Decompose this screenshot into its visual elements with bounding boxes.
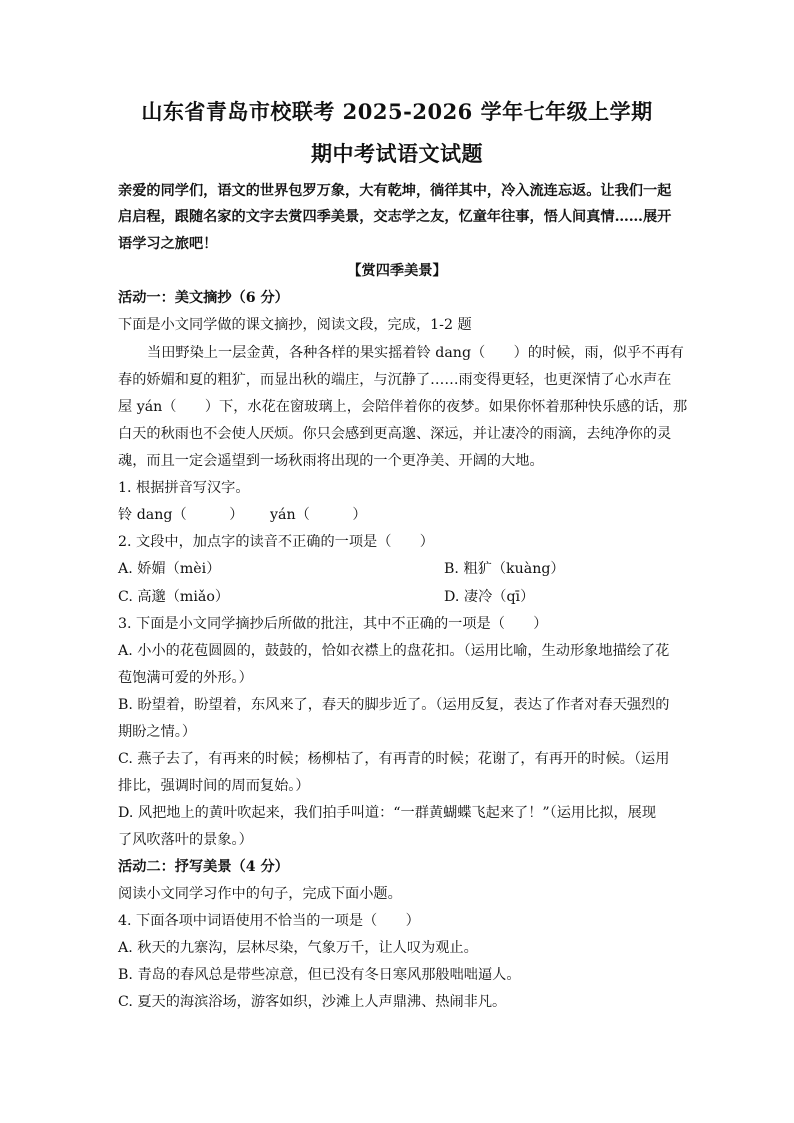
question-2-option-d: D. 凄冷（qī） — [444, 589, 535, 605]
question-3-option-d-line-1: D. 风把地上的黄叶吹起来，我们拍手叫道：“一群黄蝴蝶飞起来了！”（运用比拟，展现 — [118, 805, 657, 821]
intro-line-1: 亲爱的同学们，语文的世界包罗万象，大有乾坤，徜徉其中，冷入流连忘返。让我们一起 — [118, 183, 672, 199]
question-2-option-c: C. 高邈（miǎo） — [118, 589, 230, 605]
question-2-option-a: A. 娇媚（mèi） — [118, 561, 221, 577]
question-3-option-d-line-2: 了风吹落叶的景象。） — [118, 832, 253, 848]
activity2-heading: 活动二：抒写美景（4 分） — [118, 859, 289, 875]
question-1-blank-a: 铃 dang（ ） — [118, 507, 244, 523]
question-1: 1. 根据拼音写汉字。 — [118, 480, 250, 496]
exam-subtitle: 期中考试语文试题 — [311, 141, 483, 166]
question-4-option-c: C. 夏天的海滨浴场，游客如织，沙滩上人声鼎沸、热闹非凡。 — [118, 994, 507, 1010]
question-3: 3. 下面是小文同学摘抄后所做的批注，其中不正确的一项是（ ） — [118, 616, 548, 632]
question-4-option-a: A. 秋天的九寨沟，层林尽染，气象万千，让人叹为观止。 — [118, 940, 478, 956]
question-3-option-c-line-1: C. 燕子去了，有再来的时候；杨柳枯了，有再青的时候；花谢了，有再开的时候。（运用 — [118, 751, 670, 767]
intro-line-2: 启启程，跟随名家的文字去赏四季美景，交志学之友，忆童年往事，悟人间真情……展开 — [118, 209, 672, 225]
question-3-option-a-line-1: A. 小小的花苞圆圆的，鼓鼓的，恰如衣襟上的盘花扣。（运用比喻，生动形象地描绘了花 — [118, 643, 670, 659]
question-3-option-b-line-2: 期盼之情。） — [118, 724, 197, 740]
activity1-instruction: 下面是小文同学做的课文摘抄，阅读文段，完成，1-2 题 — [118, 317, 472, 333]
exam-title: 山东省青岛市校联考 2025-2026 学年七年级上学期 — [141, 99, 653, 124]
passage-line-5: 魂，而且一定会遥望到一场秋雨将出现的一个更净美、开阔的大地。 — [118, 453, 544, 469]
question-4: 4. 下面各项中词语使用不恰当的一项是（ ） — [118, 913, 420, 929]
passage-line-3: 屋 yán（ ）下，水花在窗玻璃上，会陪伴着你的夜梦。如果你怀着那种快乐感的话，那 — [118, 399, 688, 415]
activity2-instruction: 阅读小文同学习作中的句子，完成下面小题。 — [118, 886, 402, 902]
question-4-option-b: B. 青岛的春风总是带些凉意，但已没有冬日寒风那般咄咄逼人。 — [118, 967, 521, 983]
question-3-option-c-line-2: 排比，强调时间的周而复始。） — [118, 778, 310, 794]
question-3-option-b-line-1: B. 盼望着，盼望着，东风来了，春天的脚步近了。（运用反复，表达了作者对春天强烈的 — [118, 697, 670, 713]
question-2: 2. 文段中，加点字的读音不正确的一项是（ ） — [118, 534, 434, 550]
section-heading: 【赏四季美景】 — [347, 263, 447, 279]
passage-line-2: 春的娇媚和夏的粗犷，而显出秋的端庄，与沉静了……雨变得更轻，也更深情了心水声在 — [118, 372, 672, 388]
question-1-blank-b: yán（ ） — [270, 507, 367, 523]
passage-line-1: 当田野染上一层金黄，各种各样的果实摇着铃 dang（ ）的时候，雨，似乎不再有 — [147, 345, 684, 361]
question-2-option-b: B. 粗犷（kuàng） — [444, 561, 565, 577]
question-3-option-a-line-2: 苞饱满可爱的外形。） — [118, 670, 253, 686]
activity1-heading: 活动一：美文摘抄（6 分） — [118, 290, 289, 306]
passage-line-4: 白天的秋雨也不会使人厌烦。你只会感到更高邈、深远，并让凄冷的雨滴，去纯净你的灵 — [118, 426, 672, 442]
intro-line-3: 语学习之旅吧！ — [118, 236, 218, 252]
